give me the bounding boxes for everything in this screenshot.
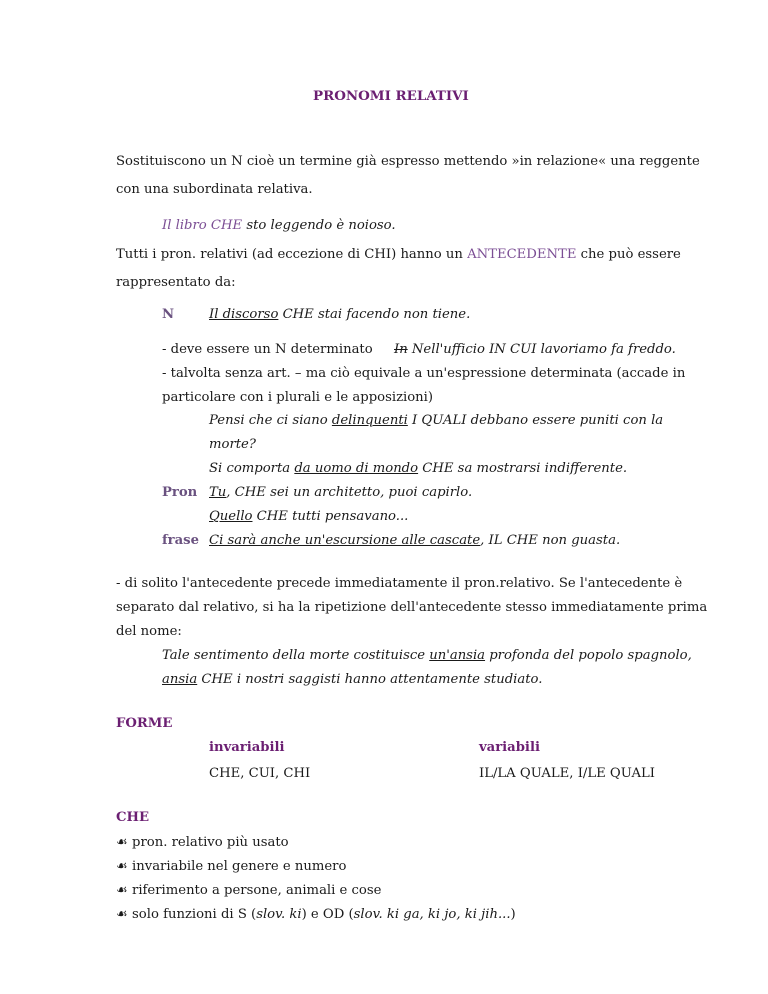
n-example-2-after: I QUALI debbano essere puniti con la [407, 413, 664, 428]
che-item-1 [116, 835, 289, 850]
n-example-3 [209, 461, 627, 476]
che-item-4-a: solo funzioni di S ( [132, 907, 257, 922]
che-item-3-text: riferimento a persone, animali e cose [132, 883, 382, 898]
example-libro-rest: sto leggendo è noioso. [242, 218, 396, 233]
example-libro [162, 218, 396, 233]
position-example-line-2 [162, 672, 542, 687]
n-example-3-after: CHE sa mostrarsi indifferente. [418, 461, 628, 476]
example-libro-highlight: Il libro CHE [162, 218, 243, 233]
n-example-3-before: Si comporta [209, 461, 295, 476]
pron-example-2-antecedent: Quello [209, 509, 253, 524]
n-rule-1: - deve essere un N determinato [162, 342, 373, 357]
che-item-4-d: slov. ki ga, ki jo, ki jih... [353, 907, 511, 922]
floral-bullet-icon: ☙ [116, 907, 128, 922]
pron-example-2 [209, 509, 408, 524]
antecedent-intro-line-1 [116, 247, 681, 262]
n-rule-1-strike: In [394, 342, 408, 357]
n-example-rest: CHE stai facendo non tiene. [278, 307, 471, 322]
floral-bullet-icon: ☙ [116, 835, 128, 850]
pron-example-1 [209, 485, 472, 500]
label-frase: frase [162, 533, 199, 548]
forme-invariabili-values: CHE, CUI, CHI [209, 766, 311, 781]
floral-bullet-icon: ☙ [116, 883, 128, 898]
frase-example-antecedent: Ci sarà anche un'escursione alle cascate [209, 533, 481, 548]
che-item-2 [116, 859, 346, 874]
n-example-2-before: Pensi che ci siano [209, 413, 332, 428]
n-example [209, 307, 470, 322]
label-n: N [162, 307, 175, 322]
intro-line-1: Sostituiscono un N cioè un termine già espresso mettendo »in relazione« una reggente [116, 154, 700, 169]
che-item-1-text: pron. relativo più usato [132, 835, 289, 850]
n-rule-1-example [394, 342, 676, 357]
frase-example [209, 533, 620, 548]
position-line-1: - di solito l'antecedente precede immediatamente il pron.relativo. Se l'antecedente è [116, 576, 683, 591]
forme-heading: FORME [116, 716, 173, 731]
n-example-2-line-2: morte? [209, 437, 256, 452]
frase-example-rest: , IL CHE non guasta. [480, 533, 621, 548]
position-example-after: profonda del popolo spagnolo, [485, 648, 692, 663]
page-title: PRONOMI RELATIVI [313, 88, 469, 104]
antecedent-intro-line-2: rappresentato da: [116, 275, 236, 290]
forme-variabili-label: variabili [479, 740, 540, 755]
position-example-antecedent: un'ansia [429, 648, 486, 663]
antecedent-intro-before: Tutti i pron. relativi (ad eccezione di CHI) hanno un [116, 247, 468, 262]
che-item-3 [116, 883, 381, 898]
position-example-rest: CHE i nostri saggisti hanno attentamente studiato. [197, 672, 543, 687]
n-rule-2-line-1: - talvolta senza art. – ma ciò equivale a un'espressione determinata (accade in [162, 366, 686, 381]
che-item-4 [116, 907, 516, 922]
che-heading: CHE [116, 810, 150, 825]
n-example-2-line-1 [209, 413, 663, 428]
position-line-2: separato dal relativo, si ha la ripetizione dell'antecedente stesso immediatamente prima [116, 600, 708, 615]
position-line-3: del nome: [116, 624, 182, 639]
n-example-antecedent: Il discorso [209, 307, 279, 322]
che-item-2-text: invariabile nel genere e numero [132, 859, 347, 874]
position-example-before: Tale sentimento della morte costituisce [162, 648, 430, 663]
che-item-4-b: slov. ki [256, 907, 302, 922]
che-item-4-c: ) e OD ( [301, 907, 354, 922]
intro-line-2: con una subordinata relativa. [116, 182, 313, 197]
n-rule-1-example-text: Nell'ufficio IN CUI lavoriamo fa freddo. [407, 342, 676, 357]
forme-variabili-values: IL/LA QUALE, I/LE QUALI [479, 766, 655, 781]
floral-bullet-icon: ☙ [116, 859, 128, 874]
forme-invariabili-label: invariabili [209, 740, 285, 755]
pron-example-1-antecedent: Tu [209, 485, 227, 500]
n-example-3-antecedent: da uomo di mondo [294, 461, 419, 476]
pron-example-1-rest: , CHE sei un architetto, puoi capirlo. [226, 485, 473, 500]
pron-example-2-rest: CHE tutti pensavano... [252, 509, 409, 524]
position-example-line-1 [162, 648, 692, 663]
n-example-2-antecedent: delinquenti [331, 413, 408, 428]
n-rule-2-line-2: particolare con i plurali e le apposizioni) [162, 390, 434, 405]
antecedent-intro-after: che può essere [576, 247, 681, 262]
antecedent-keyword: ANTECEDENTE [467, 247, 577, 262]
che-item-4-e: ) [510, 907, 516, 922]
label-pron: Pron [162, 485, 198, 500]
position-example-repeated: ansia [162, 672, 198, 687]
